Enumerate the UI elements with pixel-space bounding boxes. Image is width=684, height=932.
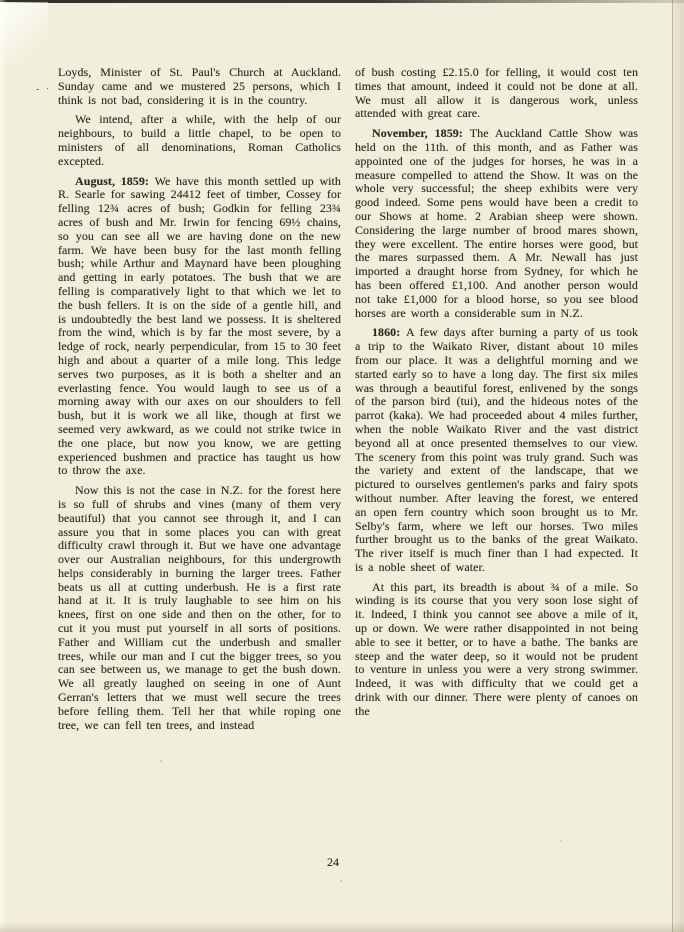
paragraph: November, 1859: The Auckland Cattle Show was held on the 11th. of this month, and as Father was appointed one of the judges for horses, he was in a measure compelled to attend the Show. It was on the whole very successful; the sheep exhibits were very good indeed. Some pens would have been a credit to our Shows at home. 2 Arabian sheep were shown. Considering the large number of brood mares shown, they were excellent. The entire horses were good, but the mares surpassed them. A Mr. Newall has just imported a draught horse from Sydney, for which he has been offered £1,100. And another person would not take £1,000 for a blood horse, so you see blood horses are worth a considerable sum in N.Z. [355, 126, 638, 320]
text-column-right [355, 66, 638, 732]
scan-topleft-highlight [0, 2, 48, 64]
paragraph: Loyds, Minister of St. Paul's Church at Auckland. Sunday came and we mustered 25 persons, which I think is not bad, considering it is in the country. [58, 65, 341, 107]
paragraph: At this part, its breadth is about ¾ of a mile. So winding is its course that you very soon lose sight of it. Indeed, I think you cannot see above a mile of it, up or down. We were rather disappointed in not being able to see it better, or to have a bathe. The banks are steep and the water deep, so it would not be prudent to venture in unless you were a very strong swimmer. Indeed, it was with difficulty that we could get a drink with our dinner. There were plenty of canoes on the [355, 579, 638, 718]
scan-right-edge-crease [672, 0, 684, 932]
text-column-left [58, 66, 341, 732]
text-columns [58, 66, 638, 732]
paragraph: We intend, after a while, with the help of our neighbours, to build a little chapel, to be open to ministers of all denominations, Roman Catholics excepted. [58, 112, 341, 168]
page-number: 24 [327, 855, 339, 869]
scan-bottom-edge-shadow [0, 922, 684, 932]
scan-left-edge-highlight [0, 0, 7, 932]
date-heading: August, 1859: [75, 173, 155, 188]
paragraph: 1860: A few days after burning a party of us took a trip to the Waikato River, distant about 10 miles from our place. It was a delightful morning and we started early so to have a long day. The first six miles was through a beautiful forest, enlivened by the songs of the parson bird (tui), and the hideous notes of the parrot (kaka). We had proceeded about 4 miles further, when the noble Waikato River and the vast district beyond all at once presented themselves to our view. The scenery from this point was truly grand. Such was the variety and extent of the landscape, that we pictured to ourselves gentlemen's parks and fairy spots without number. After leaving the forest, we entered an open fern country which soon brought us to Mr. Selby's farm, where we left our horses. Two miles further brought us to the banks of the great Waikato. The river itself is much finer than I had expected. It is a noble sheet of water. [355, 325, 639, 574]
paragraph: Now this is not the case in N.Z. for the forest here is so full of shrubs and vines (many of them very beautiful) that you cannot see through it, and I can assure you that in some places you can with great difficulty crawl through it. But we have one advantage over our Australian neighbours, for this undergrowth helps considerably in burning the larger trees. Father beats us all at cutting underbush. He is a first rate hand at it. It is truly laughable to see him on his knees, first on one side and then on the other, for to cut it you must put yourself in all sorts of positions. Father and William cut the underbush and smaller trees, while our man and I cut the bigger trees, so you can see between us, we manage to get the bush down. We all greatly laughed on seeing in one of Aunt Gerran's letters that we must well secure the trees before felling them. Tell her that while roping one tree, we can fell ten trees, and instead [58, 483, 341, 732]
scan-top-edge-shadow [0, 0, 684, 3]
paragraph: of bush costing £2.15.0 for felling, it would cost ten times that amount, indeed it could not be done at all. We must all allow it is dangerous work, unless attended with great care. [355, 65, 638, 121]
date-heading: November, 1859: [372, 126, 470, 141]
pencil-margin-mark: - · [36, 84, 52, 95]
paragraph: August, 1859: We have this month settled up with R. Searle for sawing 24412 feet of timber, Cossey for felling 12¾ acres of bush; Godkin for felling 23¾ acres of bush and Mr. Irwin for fencing 69½ chains, so you can see all we are having done on the new farm. We have been busy for the last month felling bush; while Arthur and Maynard have been ploughing and getting in early potatoes. The bush that we are felling is comparatively light to that which we let to the bush fellers. It is on the side of a gentle hill, and is undoubtedly the best land we possess. It is sheltered from the wind, which is by far the most severe, by a ledge of rock, nearly perpendicular, from 15 to 30 feet high and about a quarter of a mile long. This ledge serves two purposes, as it is both a shelter and an everlasting fence. You would laugh to see us of a morning away with our axes on our shoulders to fell bush, but it is work we all like, though at first we seemed very awkward, as we could not strike twice in the one place, but now you know, we are getting experienced bushmen and practice has taught us how to throw the axe. [58, 173, 341, 478]
date-heading: 1860: [372, 325, 406, 340]
